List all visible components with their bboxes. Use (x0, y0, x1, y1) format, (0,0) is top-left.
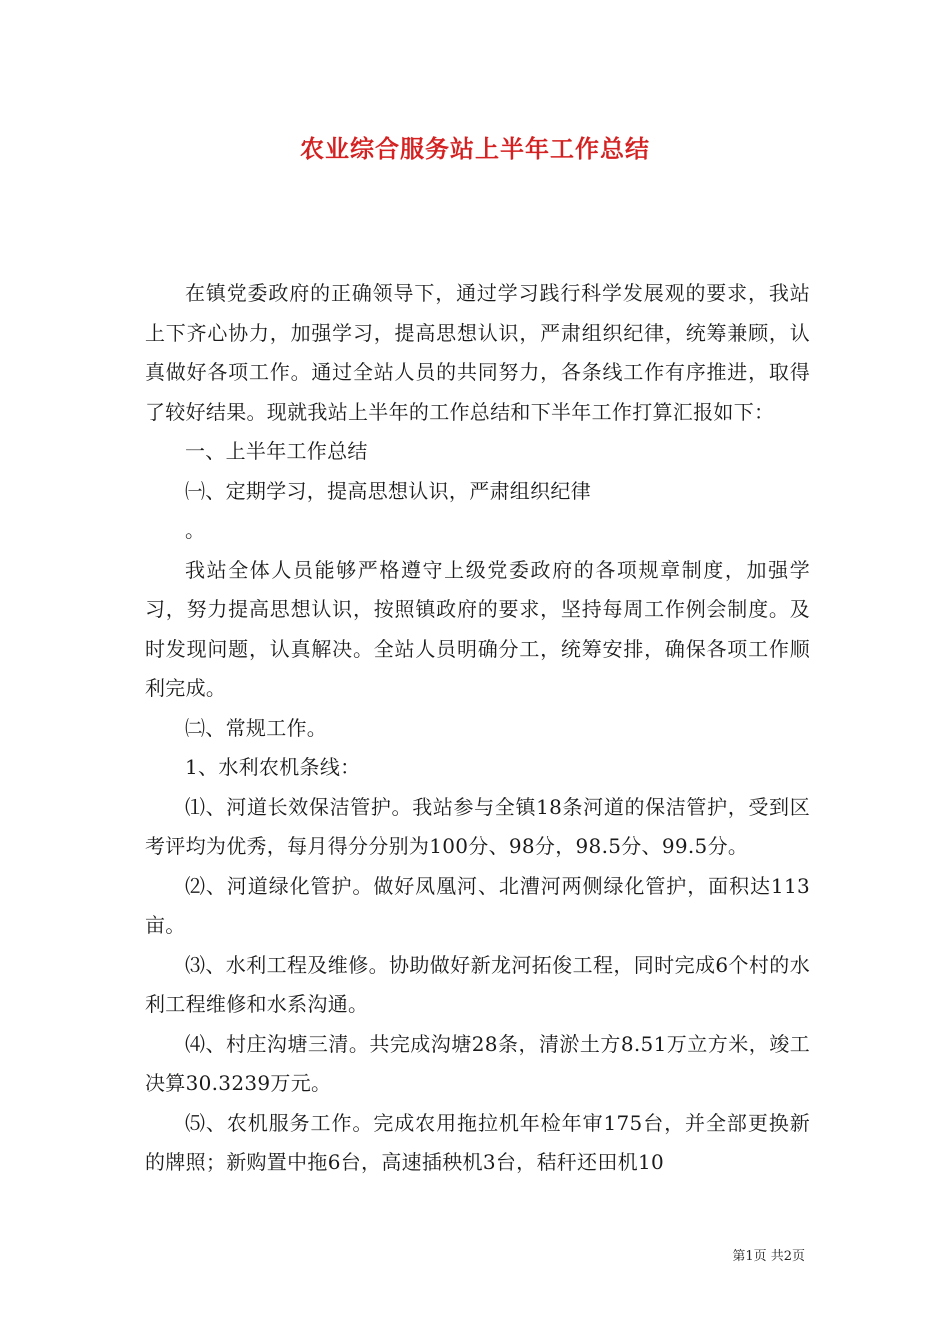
heading-item-1: 1、水利农机条线： (185, 755, 361, 779)
document-body (145, 274, 810, 1183)
paragraph-item-river-cleaning: ⑴、河道长效保洁管护。我站参与全镇18条河道的保洁管护，受到区考评均为优秀，每月得分分别为100分、98分，98.5分、99.5分。 (145, 794, 810, 858)
paragraph-intro: 在镇党委政府的正确领导下，通过学习践行科学发展观的要求，我站上下齐心协力，加强学习，提高思想认识，严肃组织纪律，统筹兼顾，认真做好各项工作。通过全站人员的共同努力，各条线工作有序推进，取得了较好结果。现就我站上半年的工作总结和下半年工作打算汇报如下： (145, 281, 810, 424)
paragraph-item-ponds: ⑷、村庄沟塘三清。共完成沟塘28条，清淤土方8.51万立方米，竣工决算30.3239万元。 (145, 1031, 810, 1095)
paragraph-study: 我站全体人员能够严格遵守上级党委政府的各项规章制度，加强学习，努力提高思想认识，按照镇政府的要求，坚持每周工作例会制度。及时发现问题，认真解决。全站人员明确分工，统筹安排，确保各项工作顺利完成。 (145, 557, 810, 700)
paragraph-item-greening: ⑵、河道绿化管护。做好凤凰河、北漕河两侧绿化管护，面积达113亩。 (145, 873, 810, 937)
document-title: 农业综合服务站上半年工作总结 (300, 134, 650, 163)
paragraph-item-machinery: ⑸、农机服务工作。完成农用拖拉机年检年审175台，并全部更换新的牌照；新购置中拖6台，高速插秧机3台，秸秆还田机10 (145, 1110, 810, 1174)
paragraph-period: 。 (185, 518, 206, 542)
heading-subsection-1: ㈠、定期学习，提高思想认识，严肃组织纪律 (185, 478, 591, 503)
paragraph-item-water-works: ⑶、水利工程及维修。协助做好新龙河拓俊工程，同时完成6个村的水利工程维修和水系沟通。 (145, 952, 810, 1016)
heading-subsection-2: ㈡、常规工作。 (185, 715, 328, 740)
heading-section-1: 一、上半年工作总结 (185, 439, 368, 463)
page-number: 第1页 共2页 (732, 1249, 805, 1264)
